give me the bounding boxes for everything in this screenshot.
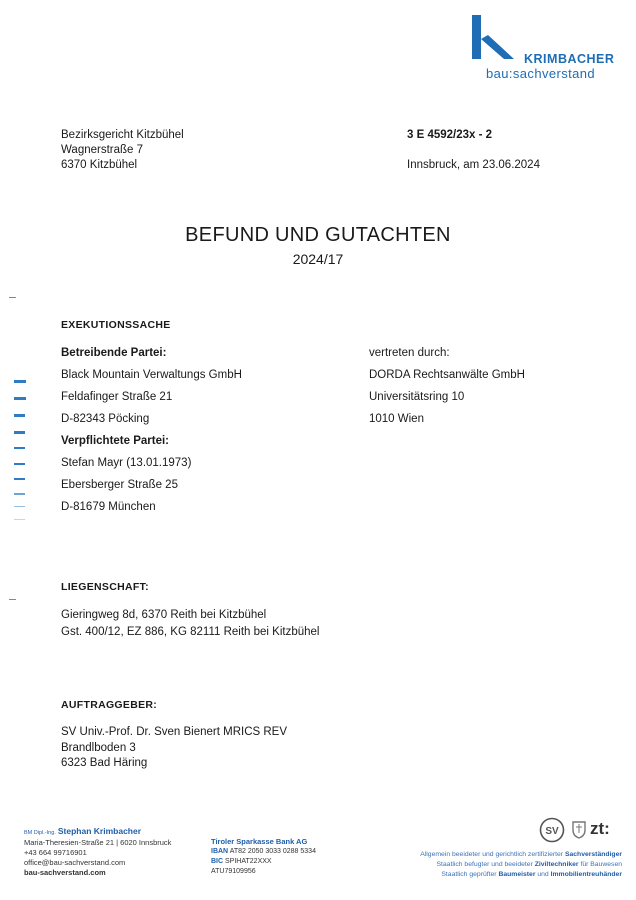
debtor-label: Verpflichtete Partei:: [61, 435, 170, 447]
footer-name: Stephan Krimbacher: [57, 826, 142, 836]
client-name: SV Univ.-Prof. Dr. Sven Bienert MRICS REV: [61, 726, 288, 738]
cert-line-3c: und: [537, 871, 549, 878]
zt-logo-icon: zt:: [590, 819, 610, 838]
document-number: 2024/17: [292, 251, 344, 267]
debtor-name: Stefan Mayr (13.01.1973): [61, 457, 192, 469]
margin-mark: [14, 447, 25, 449]
creditor-label: Betreibende Partei:: [61, 347, 167, 359]
cert-line-3a: Staatlich geprüfter: [441, 871, 497, 878]
recipient-address: [61, 128, 184, 173]
cert-line-2b: Ziviltechniker: [534, 861, 579, 868]
footer-bank: [211, 837, 316, 877]
footer-iban: AT82 2050 3033 0288 5334: [229, 848, 316, 855]
property-address: Gieringweg 8d, 6370 Reith bei Kitzbühel: [61, 609, 267, 621]
margin-mark: [14, 506, 25, 507]
case-reference: 3 E 4592/23x - 2: [407, 129, 493, 141]
section-heading-property: LIEGENSCHAFT:: [61, 581, 149, 593]
representative-name: DORDA Rechtsanwälte GmbH: [369, 369, 525, 381]
footer-website[interactable]: bau-sachverstand.com: [24, 868, 106, 877]
recipient-line-1: Bezirksgericht Kitzbühel: [61, 129, 184, 141]
creditor-name: Black Mountain Verwaltungs GmbH: [61, 369, 242, 381]
footer-contact: [24, 826, 171, 878]
debtor-street: Ebersberger Straße 25: [61, 479, 178, 491]
footer-email[interactable]: office@bau-sachverstand.com: [24, 858, 126, 867]
cert-line-1b: Sachverständiger: [564, 851, 622, 858]
property-parcel: Gst. 400/12, EZ 886, KG 82111 Reith bei Kitzbühel: [61, 626, 320, 638]
section-heading-execution: EXEKUTIONSSACHE: [61, 319, 171, 331]
footer-bank-name: Tiroler Sparkasse Bank AG: [211, 837, 308, 846]
recipient-line-3: 6370 Kitzbühel: [61, 159, 138, 171]
cert-line-3d: Immobilientreuhänder: [550, 871, 622, 878]
cert-line-3b: Baumeister: [498, 871, 536, 878]
margin-mark: [14, 478, 25, 480]
footer-atu: ATU79109956: [211, 868, 256, 875]
krimbacher-logo-icon: [470, 15, 516, 61]
place-date: Innsbruck, am 23.06.2024: [407, 159, 540, 171]
footer-iban-label: IBAN: [211, 848, 229, 855]
margin-mark: [14, 519, 25, 520]
representative-street: Universitätsring 10: [369, 391, 465, 403]
cert-line-2a: Staatlich befugter und beeideter: [436, 861, 533, 868]
margin-mark: [9, 297, 16, 298]
debtor-city: D-81679 München: [61, 501, 156, 513]
cert-line-2c: für Bauwesen: [580, 861, 622, 868]
creditor-city: D-82343 Pöcking: [61, 413, 150, 425]
coat-of-arms-icon: [571, 819, 587, 839]
margin-mark: [14, 431, 25, 434]
footer-bic: SPIHAT22XXX: [225, 858, 272, 865]
sv-seal-icon: [539, 817, 567, 843]
margin-mark: [9, 599, 16, 600]
footer-certifications: [362, 850, 622, 880]
margin-mark: [14, 414, 25, 417]
section-heading-client: AUFTRAGGEBER:: [61, 699, 158, 711]
sv-logo-text: SV: [545, 826, 559, 837]
footer-name-prefix: BM Dipl.-Ing.: [24, 830, 56, 836]
representative-city: 1010 Wien: [369, 413, 424, 425]
margin-mark: [14, 463, 25, 465]
cert-line-1a: Allgemein beeideter und gerichtlich zertifizierter: [420, 851, 564, 858]
logo-name: KRIMBACHER: [524, 52, 615, 66]
representative-label: vertreten durch:: [369, 347, 450, 359]
margin-mark: [14, 397, 26, 400]
footer-bic-label: BIC: [211, 858, 224, 865]
margin-mark: [14, 380, 26, 383]
client-city: 6323 Bad Häring: [61, 757, 148, 769]
margin-mark: [14, 493, 25, 495]
logo-subtitle: bau:sachverstand: [486, 66, 596, 81]
recipient-line-2: Wagnerstraße 7: [61, 144, 144, 156]
footer-address: Maria-Theresien-Straße 21 | 6020 Innsbruck: [24, 838, 172, 847]
document-title: BEFUND UND GUTACHTEN: [185, 224, 451, 246]
client-street: Brandlboden 3: [61, 742, 136, 754]
creditor-street: Feldafinger Straße 21: [61, 391, 173, 403]
footer-phone: +43 664 99716901: [24, 848, 87, 857]
